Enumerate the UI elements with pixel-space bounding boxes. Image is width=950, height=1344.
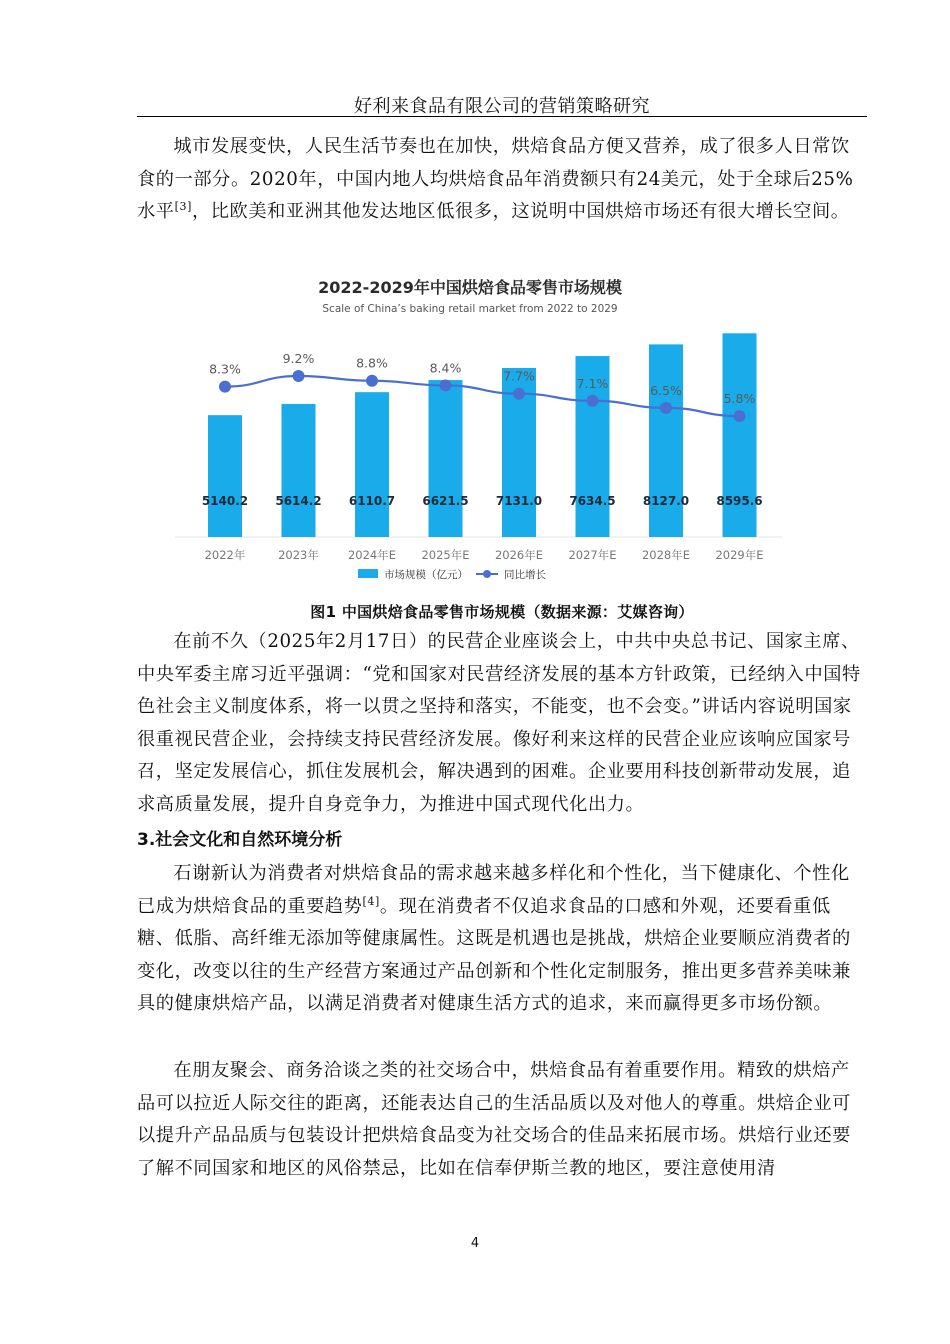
market-size-chart [170, 266, 790, 591]
figure-caption: 图1 中国烘焙食品零售市场规模（数据来源：艾媒咨询） [310, 603, 694, 621]
section-heading: 3.社会文化和自然环境分析 [137, 830, 343, 850]
bar-value-label-3: 6110.7 [348, 494, 396, 508]
growth-label-2: 9.2% [282, 351, 315, 366]
paragraph-4: 在朋友聚会、商务洽谈之类的社交场合中，烘焙食品有着重要作用。精致的烘焙产品可以拉近人际交往的距离，还能表达自己的生活品质以及对他人的尊重。烘焙企业可以提升产品品质与包装设计把烘焙食品变为社交场合的佳品来拓展市场。烘焙行业还要了解不同国家和地区的风俗禁忌，比如在信奉伊斯兰教的地区，要注意使用清 [137, 1060, 851, 1179]
x-tick-label-2: 2023年 [278, 548, 319, 562]
growth-point-8 [734, 410, 746, 422]
chart-title: 2022-2029年中国烘焙食品零售市场规模 [318, 278, 622, 297]
citation-4: [4] [362, 894, 380, 908]
page-number: 4 [470, 1236, 480, 1251]
bar-3 [355, 392, 389, 537]
bar-value-label-7: 8127.0 [642, 494, 690, 508]
paragraph-1 [137, 131, 867, 229]
bar-value-label-8: 8595.6 [716, 494, 763, 508]
paragraph-3 [137, 858, 867, 1021]
bar-value-label-4: 6621.5 [422, 494, 469, 508]
growth-point-4 [440, 379, 452, 391]
chart-svg [170, 266, 790, 591]
paragraph-3-text-a: 石谢新认为消费者对烘焙食品的需求越来越多样化和个性化，当下健康化、个性化已成为烘焙食品的重要趋势 [137, 863, 850, 917]
paragraph-1-text-a: 城市发展变快，人民生活节奏也在加快，烘焙食品方便又营养，成了很多人日常饮食的一部分。2020年，中国内地人均烘焙食品年消费额只有24美元，处于全球后25%水平 [137, 136, 854, 222]
bar-2 [282, 404, 316, 537]
paragraph-1-text-b: ，比欧美和亚洲其他发达地区低很多，这说明中国烘焙市场还有很大增长空间。 [191, 201, 850, 222]
legend-line-label: 同比增长 [504, 569, 546, 581]
growth-label-4: 8.4% [429, 360, 462, 376]
chart-subtitle: Scale of China’s baking retail market from 2022 to 2029 [322, 303, 618, 315]
x-tick-label-7: 2028年E [641, 548, 691, 562]
growth-label-8: 5.8% [723, 391, 756, 407]
bar-1 [208, 415, 242, 537]
bar-value-label-6: 7634.5 [569, 494, 616, 508]
citation-3: [3] [174, 200, 192, 213]
x-tick-label-6: 2027年E [568, 548, 617, 562]
growth-label-7: 6.5% [650, 382, 682, 398]
legend-bar-label: 市场规模（亿元） [384, 569, 468, 581]
growth-label-5: 7.7% [503, 368, 535, 384]
paragraph-2: 在前不久（2025年2月17日）的民营企业座谈会上，中共中央总书记、国家主席、中央军委主席习近平强调：“党和国家对民营经济发展的基本方针政策，已经纳入中国特色社会主义制度体系，将一以贯之坚持和落实，不能变，也不会变。”讲话内容说明国家很重视民营企业，会持续支持民营经济发展。像好利来这样的民营企业应该响应国家号召，坚定发展信心，抓住发展机会，解决遇到的困难。企业要用科技创新带动发展，追求高质量发展，提升自身竞争力，为推进中国式现代化出力。 [137, 631, 861, 815]
growth-point-7 [660, 402, 672, 414]
growth-point-5 [513, 388, 525, 400]
bar-value-label-2: 5614.2 [275, 494, 322, 508]
legend-bar-swatch [358, 569, 378, 578]
x-tick-label-4: 2025年E [421, 548, 470, 562]
growth-label-1: 8.3% [209, 361, 241, 377]
growth-point-1 [219, 381, 231, 393]
paragraph-3-text-b: 。现在消费者不仅追求食品的口感和外观，还要看重低糖、低脂、高纤维无添加等健康属性。这既是机遇也是挑战，烘焙企业要顺应消费者的变化，改变以往的生产经营方案通过产品创新和个性化定制服务，推出更多营养美味兼具的健康烘焙产品，以满足消费者对健康生活方式的追求，来而赢得更多市场份额。 [137, 895, 851, 1014]
running-header-title: 好利来食品有限公司的营销策略研究 [354, 96, 650, 117]
x-tick-label-1: 2022年 [204, 548, 246, 562]
legend-line-marker [483, 570, 491, 578]
growth-label-3: 8.8% [356, 355, 388, 371]
header-rule [137, 116, 867, 117]
growth-point-3 [366, 375, 378, 387]
growth-label-6: 7.1% [576, 375, 609, 391]
growth-point-2 [293, 370, 305, 382]
growth-point-6 [587, 395, 599, 407]
bar-value-label-1: 5140.2 [201, 494, 249, 508]
x-tick-label-5: 2026年E [494, 548, 544, 562]
bar-value-label-5: 7131.0 [495, 494, 543, 508]
x-tick-label-3: 2024年E [347, 548, 397, 562]
x-tick-label-8: 2029年E [715, 548, 764, 562]
bar-4 [429, 380, 463, 537]
bar-7 [649, 344, 683, 537]
